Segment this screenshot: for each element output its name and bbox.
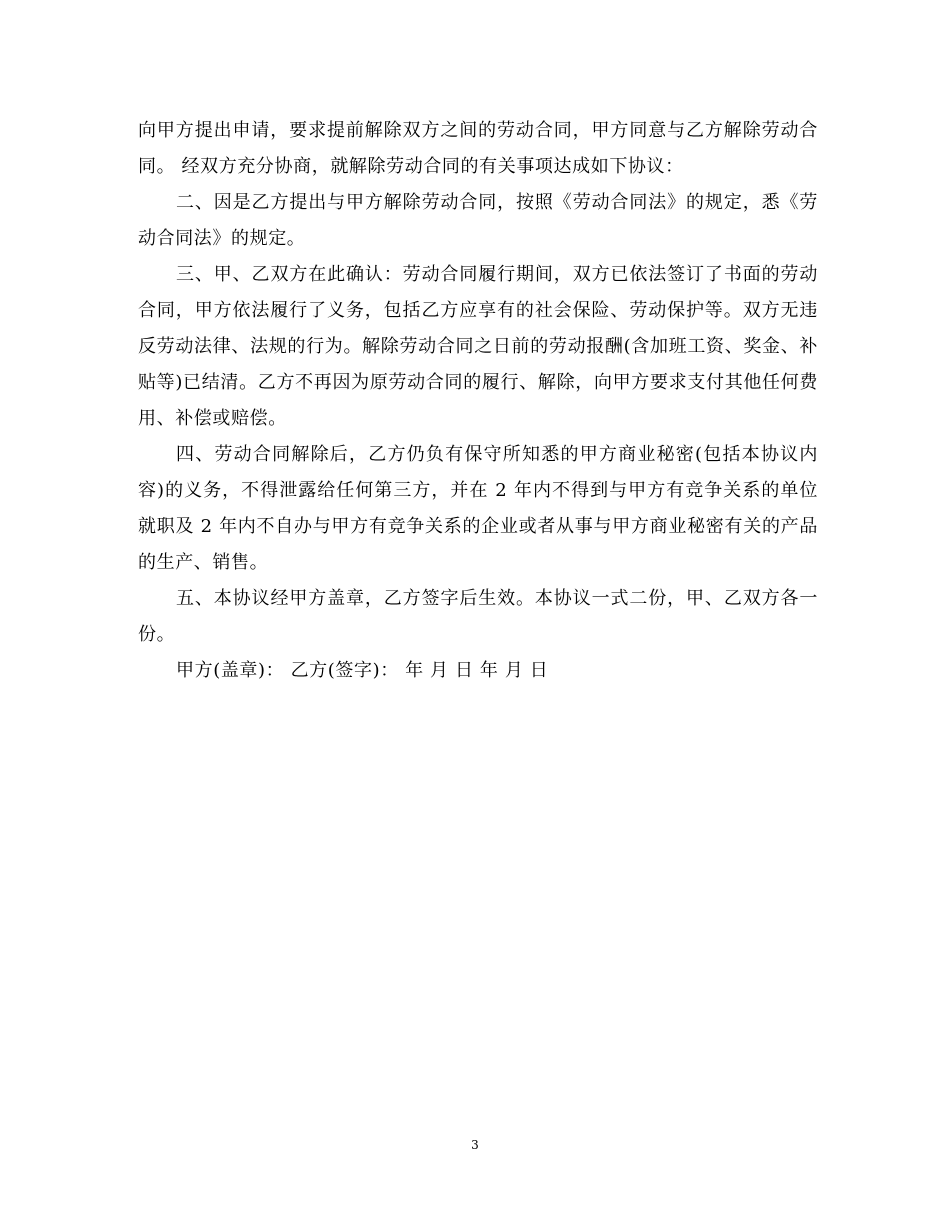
page-number: 3 [471, 1138, 479, 1152]
paragraph-clause-5: 五、本协议经甲方盖章，乙方签字后生效。本协议一式二份，甲、乙双方各一份。 [138, 588, 818, 645]
document-body [138, 113, 818, 689]
paragraph-clause-4: 四、劳动合同解除后，乙方仍负有保守所知悉的甲方商业秘密(包括本协议内容)的义务，不得泄露给任何第三方，并在 2 年内不得到与甲方有竞争关系的单位就职及 2 年内不自办与甲方有竞争关系的企业或者从事与甲方商业秘密有关的产品的生产、销售。 [138, 444, 818, 573]
signature-line: 甲方(盖章)： 乙方(签字)： 年 月 日 年 月 日 [176, 660, 549, 681]
paragraph-clause-2: 二、因是乙方提出与甲方解除劳动合同，按照《劳动合同法》的规定，悉《劳动合同法》的规定。 [138, 192, 818, 249]
paragraph-clause-3: 三、甲、乙双方在此确认：劳动合同履行期间，双方已依法签订了书面的劳动合同，甲方依法履行了义务，包括乙方应享有的社会保险、劳动保护等。双方无违反劳动法律、法规的行为。解除劳动合同之日前的劳动报酬(含加班工资、奖金、补贴等)已结清。乙方不再因为原劳动合同的履行、解除，向甲方要求支付其他任何费用、补偿或赔偿。 [138, 264, 818, 429]
paragraph-continuation: 向甲方提出申请，要求提前解除双方之间的劳动合同，甲方同意与乙方解除劳动合同。 经双方充分协商，就解除劳动合同的有关事项达成如下协议： [138, 120, 818, 177]
